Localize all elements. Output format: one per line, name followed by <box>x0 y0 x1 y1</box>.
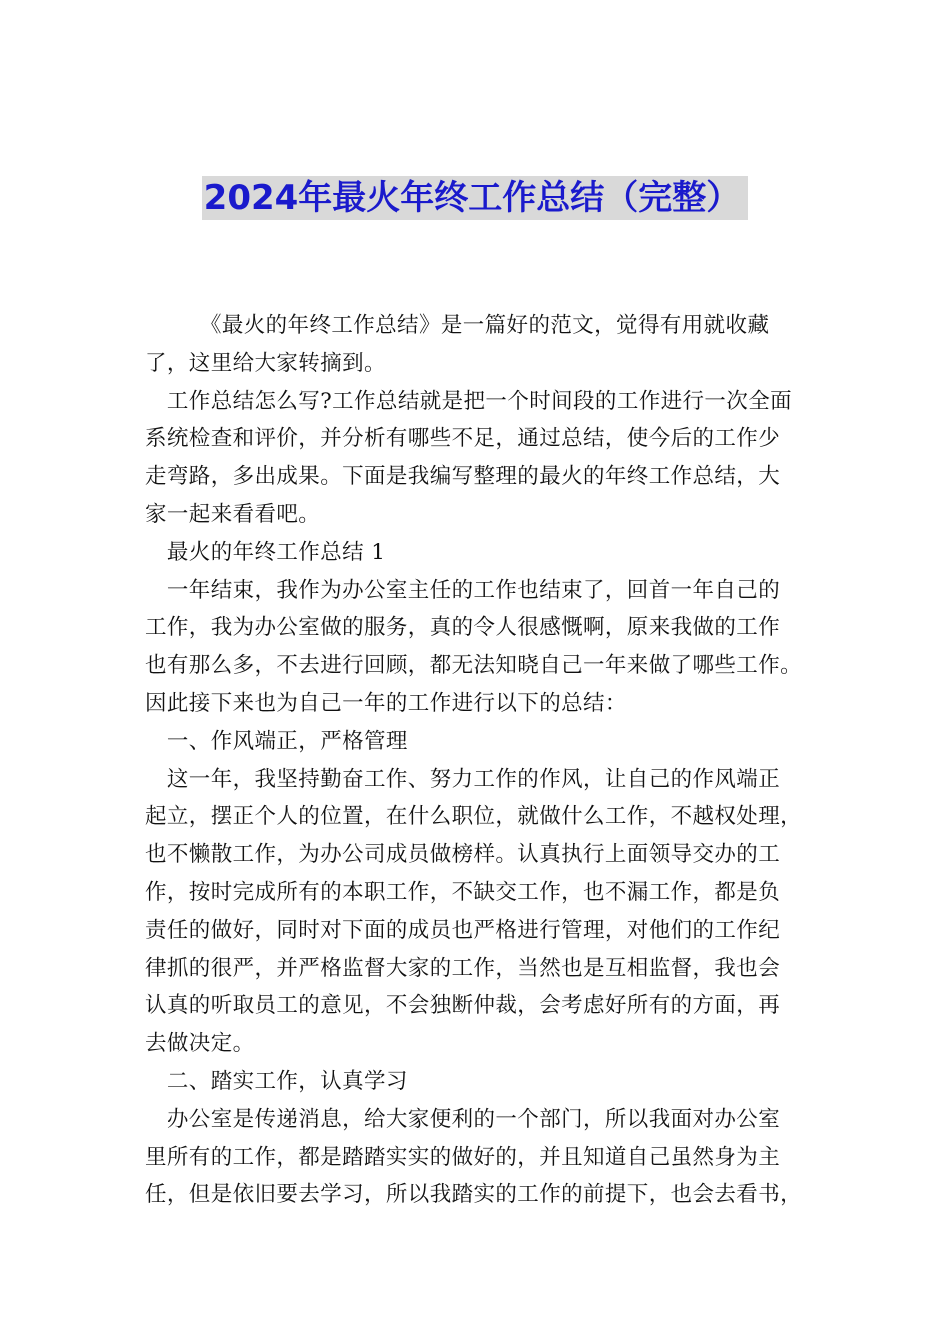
paragraph-line: 工作，我为办公室做的服务，真的令人很感慨啊，原来我做的工作 <box>145 615 781 641</box>
paragraph-line: 去做决定。 <box>145 1031 255 1057</box>
paragraph-line: 作，按时完成所有的本职工作，不缺交工作，也不漏工作，都是负 <box>145 879 781 905</box>
paragraph-line: 办公室是传递消息，给大家便利的一个部门，所以我面对办公室 <box>145 1106 781 1132</box>
paragraph-line: 一年结束，我作为办公室主任的工作也结束了，回首一年自己的 <box>145 577 781 603</box>
paragraph-line: 这一年，我坚持勤奋工作、努力工作的作风，让自己的作风端正 <box>145 766 781 792</box>
section-heading: 最火的年终工作总结 1 <box>145 539 386 565</box>
paragraph-line: 里所有的工作，都是踏踏实实的做好的，并且知道自己虽然身为主 <box>145 1144 781 1170</box>
paragraph-line: 律抓的很严，并严格监督大家的工作，当然也是互相监督，我也会 <box>145 955 781 981</box>
paragraph-line: 走弯路，多出成果。下面是我编写整理的最火的年终工作总结，大 <box>145 464 781 490</box>
paragraph-line: 家一起来看看吧。 <box>145 501 321 527</box>
paragraph-line: 了，这里给大家转摘到。 <box>145 350 386 376</box>
paragraph-line: 工作总结怎么写?工作总结就是把一个时间段的工作进行一次全面 <box>145 388 793 414</box>
section-heading: 二、踏实工作，认真学习 <box>145 1068 408 1094</box>
document-body <box>145 307 807 1214</box>
paragraph-line: 也不懒散工作，为办公司成员做榜样。认真执行上面领导交办的工 <box>145 842 781 868</box>
title-wrap <box>0 176 950 220</box>
paragraph-line: 也有那么多，不去进行回顾，都无法知晓自己一年来做了哪些工作。 <box>145 653 803 679</box>
paragraph-line: 起立，摆正个人的位置，在什么职位，就做什么工作，不越权处理， <box>145 804 803 830</box>
section-heading: 一、作风端正，严格管理 <box>145 728 408 754</box>
paragraph-line: 责任的做好，同时对下面的成员也严格进行管理，对他们的工作纪 <box>145 917 781 943</box>
paragraph-line: 《最火的年终工作总结》是一篇好的范文，觉得有用就收藏 <box>145 313 770 338</box>
paragraph-line: 认真的听取员工的意见，不会独断仲裁，会考虑好所有的方面，再 <box>145 993 781 1019</box>
paragraph-line: 因此接下来也为自己一年的工作进行以下的总结： <box>145 690 627 716</box>
paragraph-line: 任，但是依旧要去学习，所以我踏实的工作的前提下，也会去看书， <box>145 1182 803 1208</box>
paragraph-line: 系统检查和评价，并分析有哪些不足，通过总结，使今后的工作少 <box>145 426 781 452</box>
document-title: 2024年最火年终工作总结（完整） <box>202 176 749 220</box>
